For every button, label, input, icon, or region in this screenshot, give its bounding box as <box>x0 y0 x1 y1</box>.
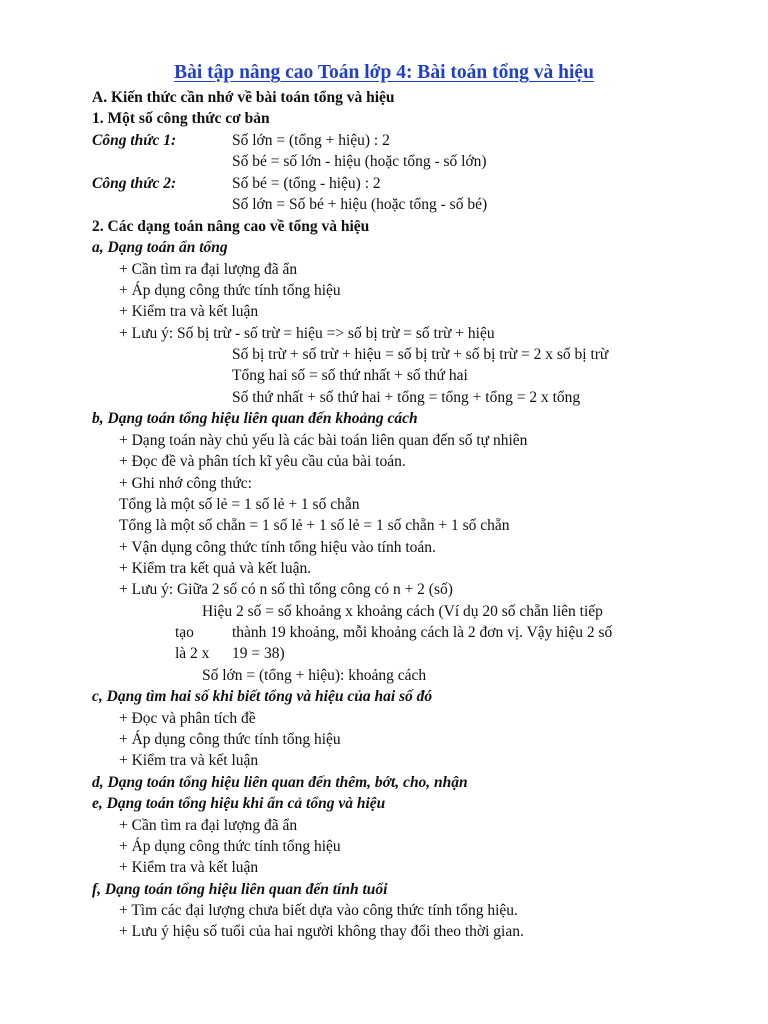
document-title: Bài tập nâng cao Toán lớp 4: Bài toán tổng và hiệu <box>174 62 594 83</box>
big-number-formula: Số lớn = (tổng + hiệu): khoảng cách <box>202 667 427 684</box>
section-a-heading: A. Kiến thức cần nhớ về bài toán tổng và hiệu <box>92 89 395 106</box>
rule-line: Tổng là một số lẻ = 1 số lẻ + 1 số chẵn <box>119 496 360 513</box>
formula1-line2: Số bé = số lớn - hiệu (hoặc tổng - số lớn) <box>232 153 487 170</box>
section-2-heading: 2. Các dạng toán nâng cao về tổng và hiệu <box>92 218 370 235</box>
list-item: + Ghi nhớ công thức: <box>119 475 252 492</box>
list-item: + Cần tìm ra đại lượng đã ẩn <box>119 261 298 278</box>
formula1-label: Công thức 1: <box>92 132 177 149</box>
note-line: Số thứ nhất + số thứ hai + tổng = tổng + tổng = 2 x tổng <box>232 389 581 406</box>
formula1-line1: Số lớn = (tổng + hiệu) : 2 <box>232 132 390 149</box>
list-item: + Áp dụng công thức tính tổng hiệu <box>119 282 341 299</box>
list-item: + Áp dụng công thức tính tổng hiệu <box>119 838 341 855</box>
diff-line-right: thành 19 khoảng, mỗi khoảng cách là 2 đơn vị. Vậy hiệu 2 số <box>232 624 613 641</box>
note-line: Số bị trừ + số trừ + hiệu = số bị trừ + số bị trừ = 2 x số bị trừ <box>232 346 609 363</box>
list-item: + Kiểm tra và kết luận <box>119 303 259 320</box>
type-d-heading: d, Dạng toán tổng hiệu liên quan đến thêm, bớt, cho, nhận <box>92 774 468 791</box>
formula2-label: Công thức 2: <box>92 175 177 192</box>
list-item: + Áp dụng công thức tính tổng hiệu <box>119 731 341 748</box>
diff-line-left: tạo <box>175 624 194 641</box>
formula2-line2: Số lớn = Số bé + hiệu (hoặc tổng - số bé) <box>232 196 488 213</box>
type-a-heading: a, Dạng toán ẩn tổng <box>92 239 228 256</box>
type-e-heading: e, Dạng toán tổng hiệu khi ẩn cả tổng và hiệu <box>92 795 386 812</box>
list-item: + Kiểm tra và kết luận <box>119 752 259 769</box>
list-item: + Lưu ý: Giữa 2 số có n số thì tổng công có n + 2 (số) <box>119 581 453 598</box>
diff-line-right: 19 = 38) <box>232 645 285 662</box>
list-item: + Đọc và phân tích đề <box>119 710 256 727</box>
list-item: + Vận dụng công thức tính tổng hiệu vào tính toán. <box>119 539 436 556</box>
list-item: + Cần tìm ra đại lượng đã ẩn <box>119 817 298 834</box>
list-item: + Dạng toán này chủ yếu là các bài toán liên quan đến số tự nhiên <box>119 432 528 449</box>
list-item: + Kiểm tra và kết luận <box>119 859 259 876</box>
type-f-heading: f, Dạng toán tổng hiệu liên quan đến tính tuổi <box>92 881 388 898</box>
type-a-note: + Lưu ý: Số bị trừ - số trừ = hiệu => số bị trừ = số trừ + hiệu <box>119 325 495 342</box>
type-c-heading: c, Dạng tìm hai số khi biết tổng và hiệu của hai số đó <box>92 688 433 705</box>
list-item: + Tìm các đại lượng chưa biết dựa vào công thức tính tổng hiệu. <box>119 902 518 919</box>
list-item: + Kiểm tra kết quả và kết luận. <box>119 560 312 577</box>
type-b-heading: b, Dạng toán tổng hiệu liên quan đến khoảng cách <box>92 410 418 427</box>
note-line: Tổng hai số = số thứ nhất + số thứ hai <box>232 367 468 384</box>
list-item: + Lưu ý hiệu số tuổi của hai người không thay đổi theo thời gian. <box>119 923 524 940</box>
diff-line-left: là 2 x <box>175 645 210 662</box>
section-1-heading: 1. Một số công thức cơ bản <box>92 110 270 127</box>
diff-line: Hiệu 2 số = số khoảng x khoảng cách (Ví dụ 20 số chẵn liên tiếp <box>202 603 603 620</box>
rule-line: Tổng là một số chẵn = 1 số lẻ + 1 số lẻ = 1 số chẵn + 1 số chẵn <box>119 517 510 534</box>
formula2-line1: Số bé = (tổng - hiệu) : 2 <box>232 175 381 192</box>
list-item: + Đọc đề và phân tích kĩ yêu cầu của bài toán. <box>119 453 406 470</box>
